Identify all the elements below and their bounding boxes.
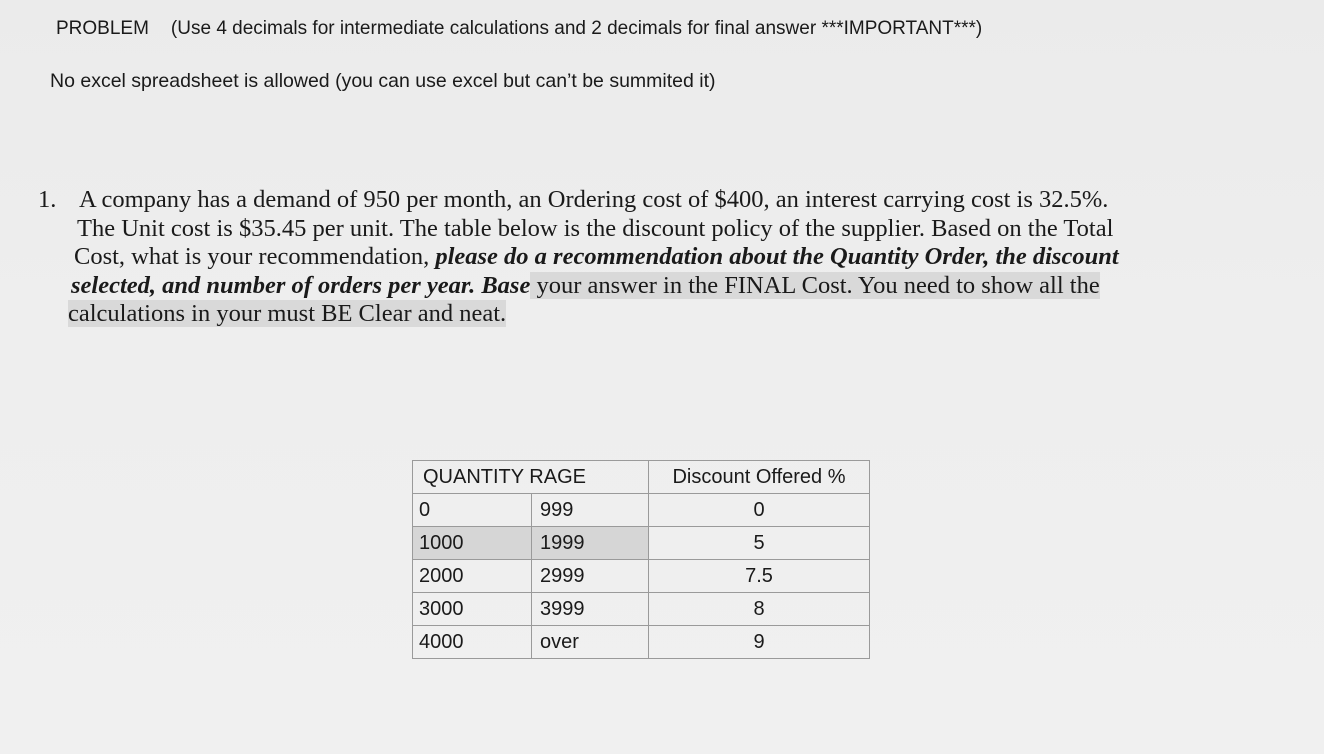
range-from-cell: 4000 [413,626,532,659]
range-from-cell: 3000 [413,593,532,626]
excel-note: No excel spreadsheet is allowed (you can use excel but can’t be summited it) [50,70,716,92]
question-line-2: The Unit cost is $35.45 per unit. The table below is the discount policy of the supplier. Based on the Total [77,214,1114,242]
decimal-instruction: (Use 4 decimals for intermediate calculations and 2 decimals for final answer ***IMPORTANT***) [170,18,983,39]
quantity-range-header: QUANTITY RAGE [413,461,649,494]
table-row [413,494,870,527]
range-from-cell: 2000 [413,560,532,593]
discount-cell: 8 [649,593,870,626]
discount-cell: 5 [649,527,870,560]
problem-label: PROBLEM [56,18,149,39]
table-header-row [413,461,870,494]
question-number: 1. [38,186,57,213]
range-to-cell: over [532,626,649,659]
discount-cell: 9 [649,626,870,659]
range-to-cell: 999 [532,494,649,527]
question-line-5 [68,300,1309,329]
discount-cell: 0 [649,494,870,527]
range-to-cell: 2999 [532,560,649,593]
orders-emphasis: selected, and number of orders per year. Base [71,271,531,299]
discount-table [412,460,870,659]
question-text [68,186,1309,329]
range-to-cell: 1999 [532,527,649,560]
table-row [413,527,870,560]
question-line-3 [74,243,1309,272]
table-row [413,626,870,659]
question-line-5-text: calculations in your must BE Clear and neat. [68,300,507,327]
question-line-4-plain: your answer in the FINAL Cost. You need to show all the [530,271,1100,299]
recommendation-emphasis: please do a recommendation about the Quantity Order, the discount [435,243,1119,270]
question-line-1: A company has a demand of 950 per month, an Ordering cost of $400, an interest carrying cost is 32.5%. [79,186,1109,213]
problem-header [56,18,982,40]
question-line-3-plain: Cost, what is your recommendation, [74,243,436,270]
discount-cell: 7.5 [649,560,870,593]
range-to-cell: 3999 [532,593,649,626]
range-from-cell: 1000 [413,527,532,560]
question-line-4 [71,272,1309,301]
table-row [413,560,870,593]
table-row [413,593,870,626]
range-from-cell: 0 [413,494,532,527]
discount-header: Discount Offered % [649,461,870,494]
